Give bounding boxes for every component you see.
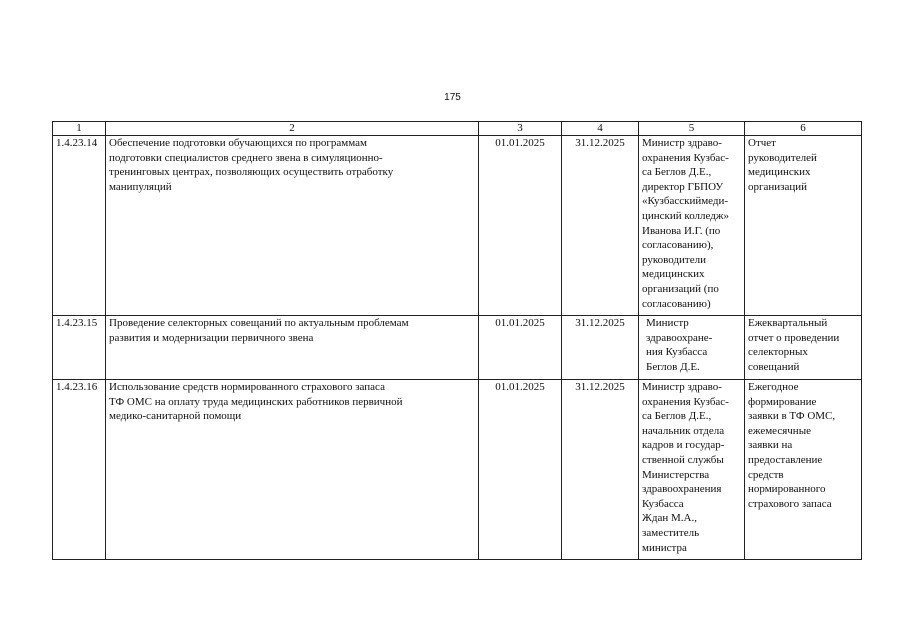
- responsible-line: охранения Кузбас-: [642, 151, 729, 164]
- expected-result: [745, 380, 862, 560]
- row-number: 1.4.23.16: [53, 380, 106, 560]
- task-description: [106, 380, 479, 560]
- header-cell-5: 5: [639, 122, 745, 136]
- table-header-row: [53, 122, 862, 136]
- responsible-line: здравоохранения: [642, 483, 722, 496]
- responsible-line: медицинских: [642, 268, 705, 281]
- result-line: предоставление: [748, 453, 823, 466]
- header-cell-6: 6: [745, 122, 862, 136]
- task-line: подготовки специалистов среднего звена в симуляционно-: [109, 151, 383, 164]
- end-date: 31.12.2025: [562, 380, 639, 560]
- table-row: [53, 316, 862, 380]
- start-date: 01.01.2025: [479, 316, 562, 380]
- responsible-line: Ждан М.А.,: [642, 512, 697, 525]
- expected-result: [745, 136, 862, 316]
- end-date: 31.12.2025: [562, 316, 639, 380]
- expected-result: [745, 316, 862, 380]
- result-line: ежемесячные: [748, 424, 811, 437]
- responsible-line: ния Кузбасса: [646, 346, 708, 359]
- header-cell-3: 3: [479, 122, 562, 136]
- task-line: развития и модернизации первичного звена: [109, 331, 314, 344]
- result-line: формирование: [748, 395, 817, 408]
- responsible-line: организаций (по: [642, 282, 719, 295]
- responsible-line: са Беглов Д.Е.,: [642, 166, 712, 179]
- task-line: ТФ ОМС на оплату труда медицинских работников первичной: [109, 395, 403, 408]
- responsible-line: ственной службы: [642, 453, 724, 466]
- task-description: [106, 316, 479, 380]
- start-date: 01.01.2025: [479, 380, 562, 560]
- start-date: 01.01.2025: [479, 136, 562, 316]
- responsible-line: охранения Кузбас-: [642, 395, 729, 408]
- header-cell-4: 4: [562, 122, 639, 136]
- page-number: 175: [444, 92, 461, 103]
- responsible-line: заместитель: [642, 526, 700, 539]
- task-line: тренинговых центрах, позволяющих осуществить отработку: [109, 166, 394, 179]
- responsible-line: Министр здраво-: [642, 381, 722, 393]
- result-line: заявки на: [748, 439, 793, 452]
- result-line: медицинских: [748, 166, 811, 179]
- result-line: Ежеквартальный: [748, 317, 828, 329]
- result-line: руководителей: [748, 151, 817, 164]
- responsible-persons: [639, 136, 745, 316]
- result-line: Отчет: [748, 137, 776, 149]
- responsible-line: министра: [642, 541, 687, 554]
- header-cell-2: 2: [106, 122, 479, 136]
- responsible-line: начальник отдела: [642, 424, 725, 437]
- task-line: манипуляций: [109, 180, 172, 193]
- task-line: Обеспечение подготовки обучающихся по программам: [109, 137, 367, 149]
- result-line: заявки в ТФ ОМС,: [748, 410, 836, 423]
- responsible-line: «Кузбасскиймеди-: [642, 195, 729, 208]
- responsible-line: руководители: [642, 253, 706, 266]
- responsible-line: директор ГБПОУ: [642, 180, 724, 193]
- responsible-line: Кузбасса: [642, 497, 684, 510]
- result-line: отчет о проведении: [748, 331, 840, 344]
- result-line: совещаний: [748, 360, 800, 373]
- result-line: организаций: [748, 180, 808, 193]
- responsible-line: Министр: [646, 317, 689, 329]
- row-number: 1.4.23.14: [53, 136, 106, 316]
- responsible-line: кадров и государ-: [642, 439, 725, 452]
- responsible-line: Иванова И.Г. (по: [642, 224, 721, 237]
- responsible-line: Министерства: [642, 468, 710, 481]
- end-date: 31.12.2025: [562, 136, 639, 316]
- header-cell-1: 1: [53, 122, 106, 136]
- task-description: [106, 136, 479, 316]
- table-row: [53, 136, 862, 316]
- responsible-line: Беглов Д.Е.: [646, 360, 700, 373]
- task-line: Проведение селекторных совещаний по актуальным проблемам: [109, 317, 409, 329]
- responsible-persons: [639, 316, 745, 380]
- result-line: средств: [748, 468, 784, 481]
- responsible-persons: [639, 380, 745, 560]
- responsible-line: здравоохране-: [646, 331, 713, 344]
- row-number: 1.4.23.15: [53, 316, 106, 380]
- action-plan-table: [52, 121, 862, 560]
- result-line: страхового запаса: [748, 497, 832, 510]
- result-line: Ежегодное: [748, 381, 799, 393]
- task-line: медико-санитарной помощи: [109, 410, 242, 423]
- responsible-line: согласованию),: [642, 239, 714, 252]
- responsible-line: Министр здраво-: [642, 137, 722, 149]
- result-line: нормированного: [748, 483, 826, 496]
- task-line: Использование средств нормированного страхового запаса: [109, 381, 385, 393]
- result-line: селекторных: [748, 346, 808, 359]
- responsible-line: цинский колледж»: [642, 209, 729, 222]
- responsible-line: са Беглов Д.Е.,: [642, 410, 712, 423]
- responsible-line: согласованию): [642, 297, 711, 310]
- table-row: [53, 380, 862, 560]
